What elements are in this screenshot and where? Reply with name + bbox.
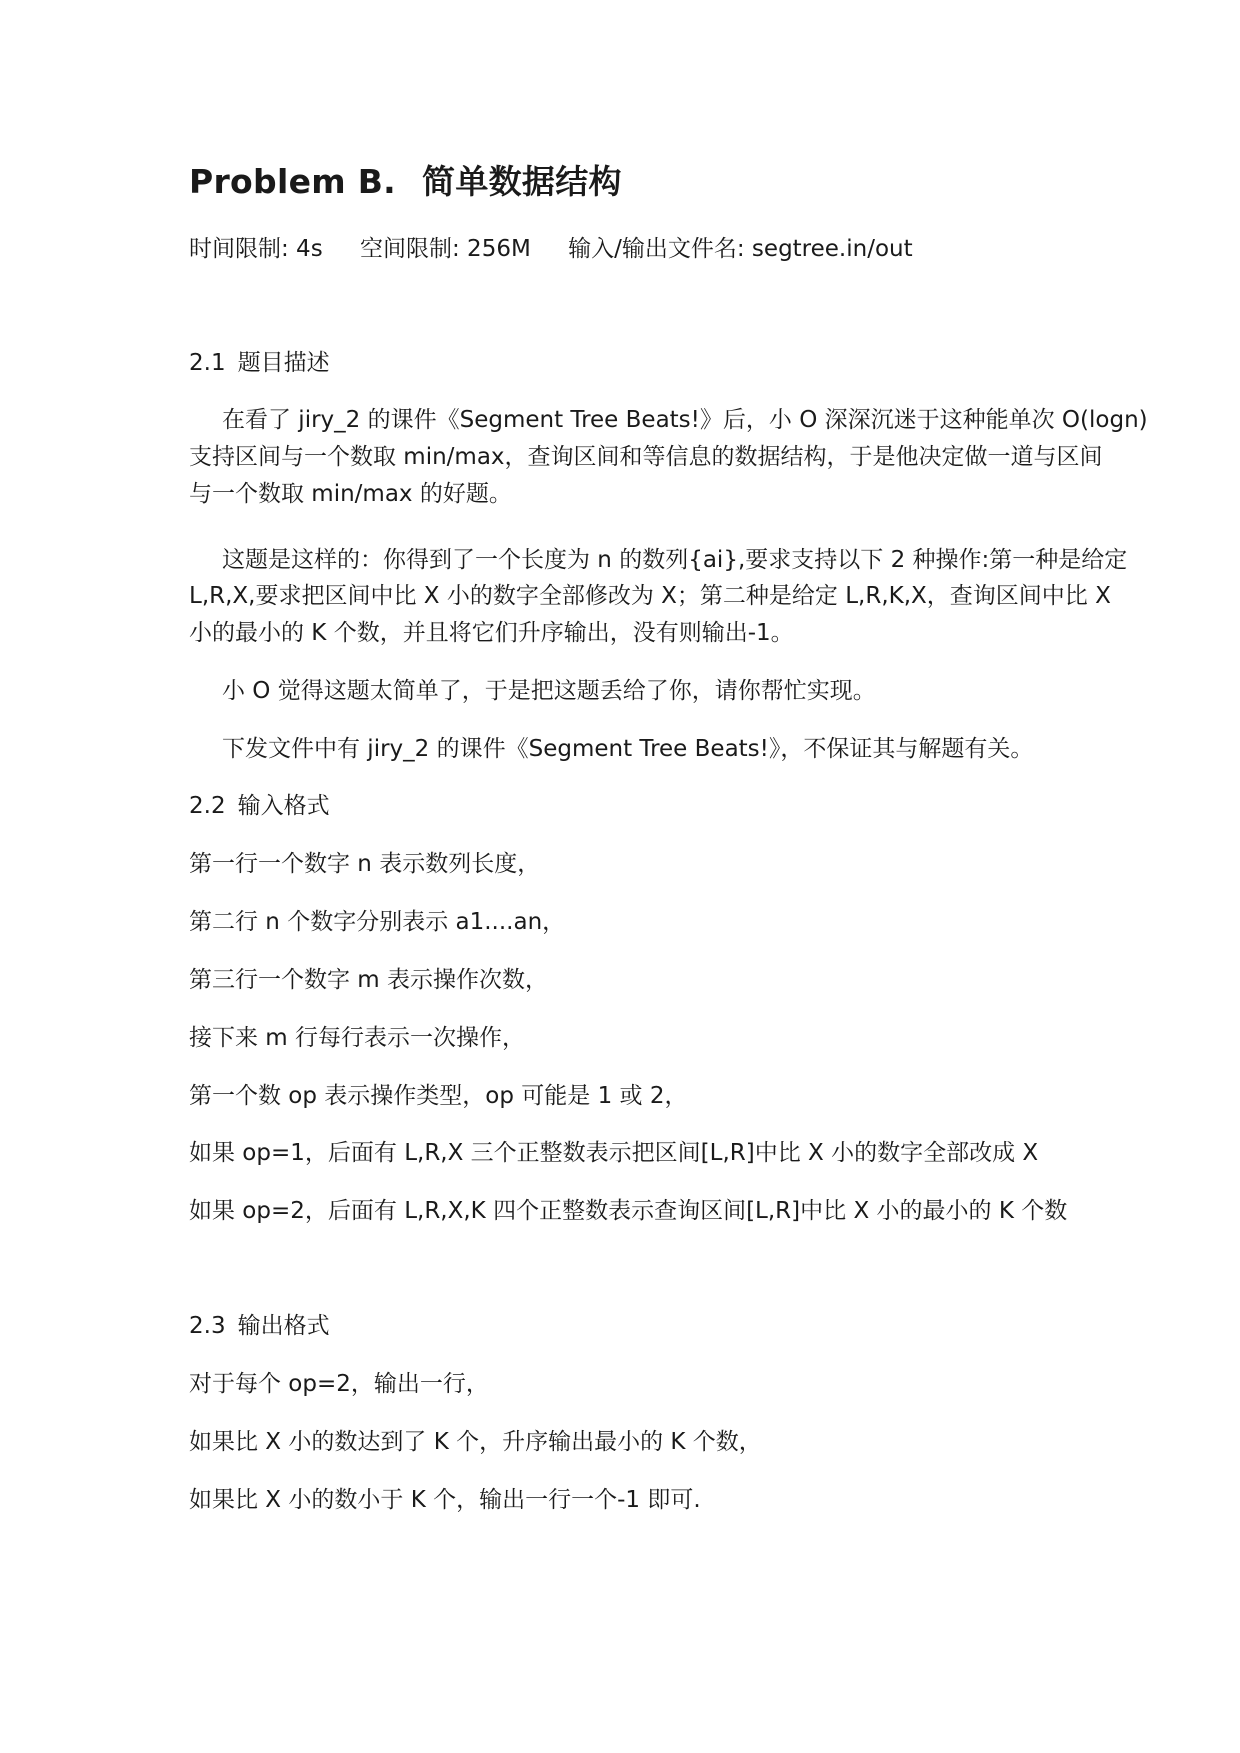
section-heading-input [189, 791, 330, 821]
output-format-line: 对于每个 op=2，输出一行， [189, 1371, 489, 1397]
input-format-line: 第三行一个数字 m 表示操作次数， [189, 967, 549, 993]
time-limit: 时间限制: 4s [189, 236, 323, 262]
input-format-line: 如果 op=1，后面有 L,R,X 三个正整数表示把区间[L,R]中比 X 小的数字全部改成 X [189, 1140, 1039, 1166]
section-title: 题目描述 [237, 350, 330, 376]
paragraph-line: 小的最小的 K 个数，并且将它们升序输出，没有则输出-1。 [189, 620, 794, 646]
problem-label: Problem B. [189, 162, 397, 201]
input-format-line: 如果 op=2，后面有 L,R,X,K 四个正整数表示查询区间[L,R]中比 X 小的最小的 K 个数 [189, 1198, 1068, 1224]
paragraph-line: 在看了 jiry_2 的课件《Segment Tree Beats!》后，小 O 深深沉迷于这种能单次 O(logn) [222, 407, 1148, 433]
output-format-line: 如果比 X 小的数小于 K 个，输出一行一个-1 即可. [189, 1487, 701, 1513]
input-format-line: 第一个数 op 表示操作类型，op 可能是 1 或 2， [189, 1083, 688, 1109]
paragraph-line: L,R,X,要求把区间中比 X 小的数字全部修改为 X；第二种是给定 L,R,K,X，查询区间中比 X [189, 583, 1111, 609]
output-format-line: 如果比 X 小的数达到了 K 个，升序输出最小的 K 个数， [189, 1429, 762, 1455]
paragraph-line: 下发文件中有 jiry_2 的课件《Segment Tree Beats!》，不保证其与解题有关。 [222, 736, 1034, 762]
paragraph-line: 与一个数取 min/max 的好题。 [189, 481, 512, 507]
section-number: 2.2 [189, 793, 226, 819]
limits-line [189, 234, 943, 264]
paragraph-line: 这题是这样的：你得到了一个长度为 n 的数列{ai},要求支持以下 2 种操作:第一种是给定 [222, 547, 1128, 573]
problem-name: 简单数据结构 [422, 162, 622, 201]
section-number: 2.1 [189, 350, 226, 376]
memory-limit: 空间限制: 256M [360, 236, 531, 262]
section-number: 2.3 [189, 1313, 226, 1339]
section-heading-description [189, 348, 330, 378]
input-format-line: 接下来 m 行每行表示一次操作， [189, 1025, 526, 1051]
paragraph-line: 小 O 觉得这题太简单了，于是把这题丢给了你，请你帮忙实现。 [222, 678, 876, 704]
problem-title [189, 162, 622, 202]
input-format-line: 第一行一个数字 n 表示数列长度， [189, 851, 541, 877]
input-format-line: 第二行 n 个数字分别表示 a1....an， [189, 909, 566, 935]
section-title: 输入格式 [237, 793, 330, 819]
io-filenames: 输入/输出文件名: segtree.in/out [568, 236, 913, 262]
paragraph-line: 支持区间与一个数取 min/max，查询区间和等信息的数据结构，于是他决定做一道与区间 [189, 444, 1103, 470]
section-heading-output [189, 1311, 330, 1341]
section-title: 输出格式 [237, 1313, 330, 1339]
